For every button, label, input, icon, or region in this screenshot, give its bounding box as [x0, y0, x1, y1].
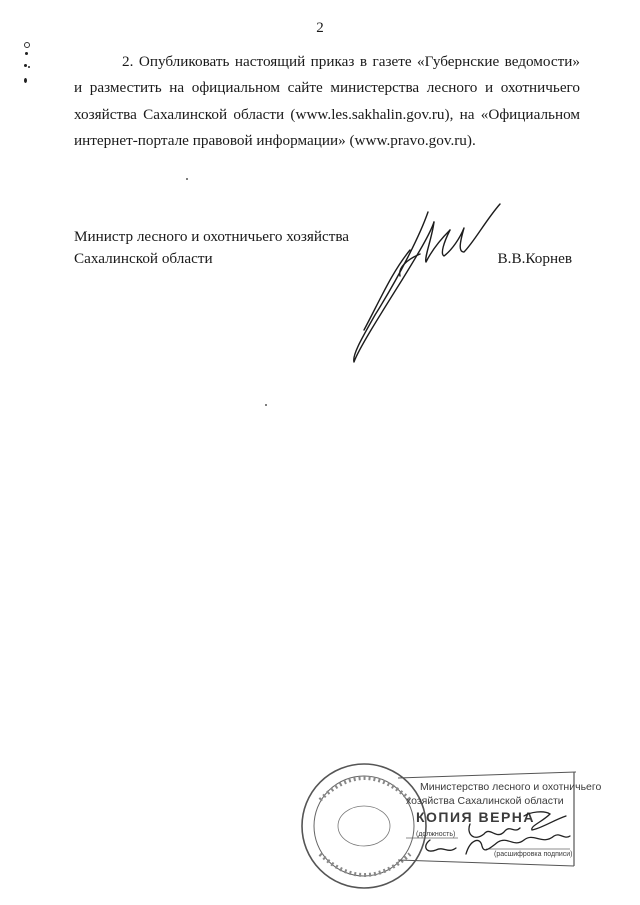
- signatory-title-line2: Сахалинской области: [74, 250, 213, 267]
- stamp-org-line1: Министерство лесного и охотничьего: [420, 781, 602, 793]
- page-number: 2: [316, 20, 324, 36]
- publication-paragraph: [74, 49, 580, 155]
- signatory-title-line1: Министр лесного и охотничьего хозяйства: [74, 228, 350, 245]
- stamp-decoding-caption: (расшифровка подписи): [494, 851, 573, 858]
- certification-stamp: [298, 750, 618, 900]
- binder-hole-marks: [22, 42, 36, 92]
- stamp-copy-true: КОПИЯ ВЕРНА: [416, 809, 536, 825]
- handwritten-signature: [340, 180, 540, 370]
- signatory-name: В.В.Корнев: [497, 250, 572, 267]
- scan-speck: [186, 178, 188, 180]
- paragraph-text: 2. Опубликовать настоящий приказ в газете «Губернские ведомости» и разместить на официальном сайте министерства лесного и охотничьего хозяйства Сахалинской области (www.les.sakhalin.gov.ru), на «Официальном интернет-портале правовой информации» (www.pravo.gov.ru).: [74, 53, 580, 150]
- scan-speck: [265, 404, 267, 406]
- stamp-org-line2: хозяйства Сахалинской области: [406, 795, 564, 807]
- stamp-position-caption: (должность): [416, 831, 456, 838]
